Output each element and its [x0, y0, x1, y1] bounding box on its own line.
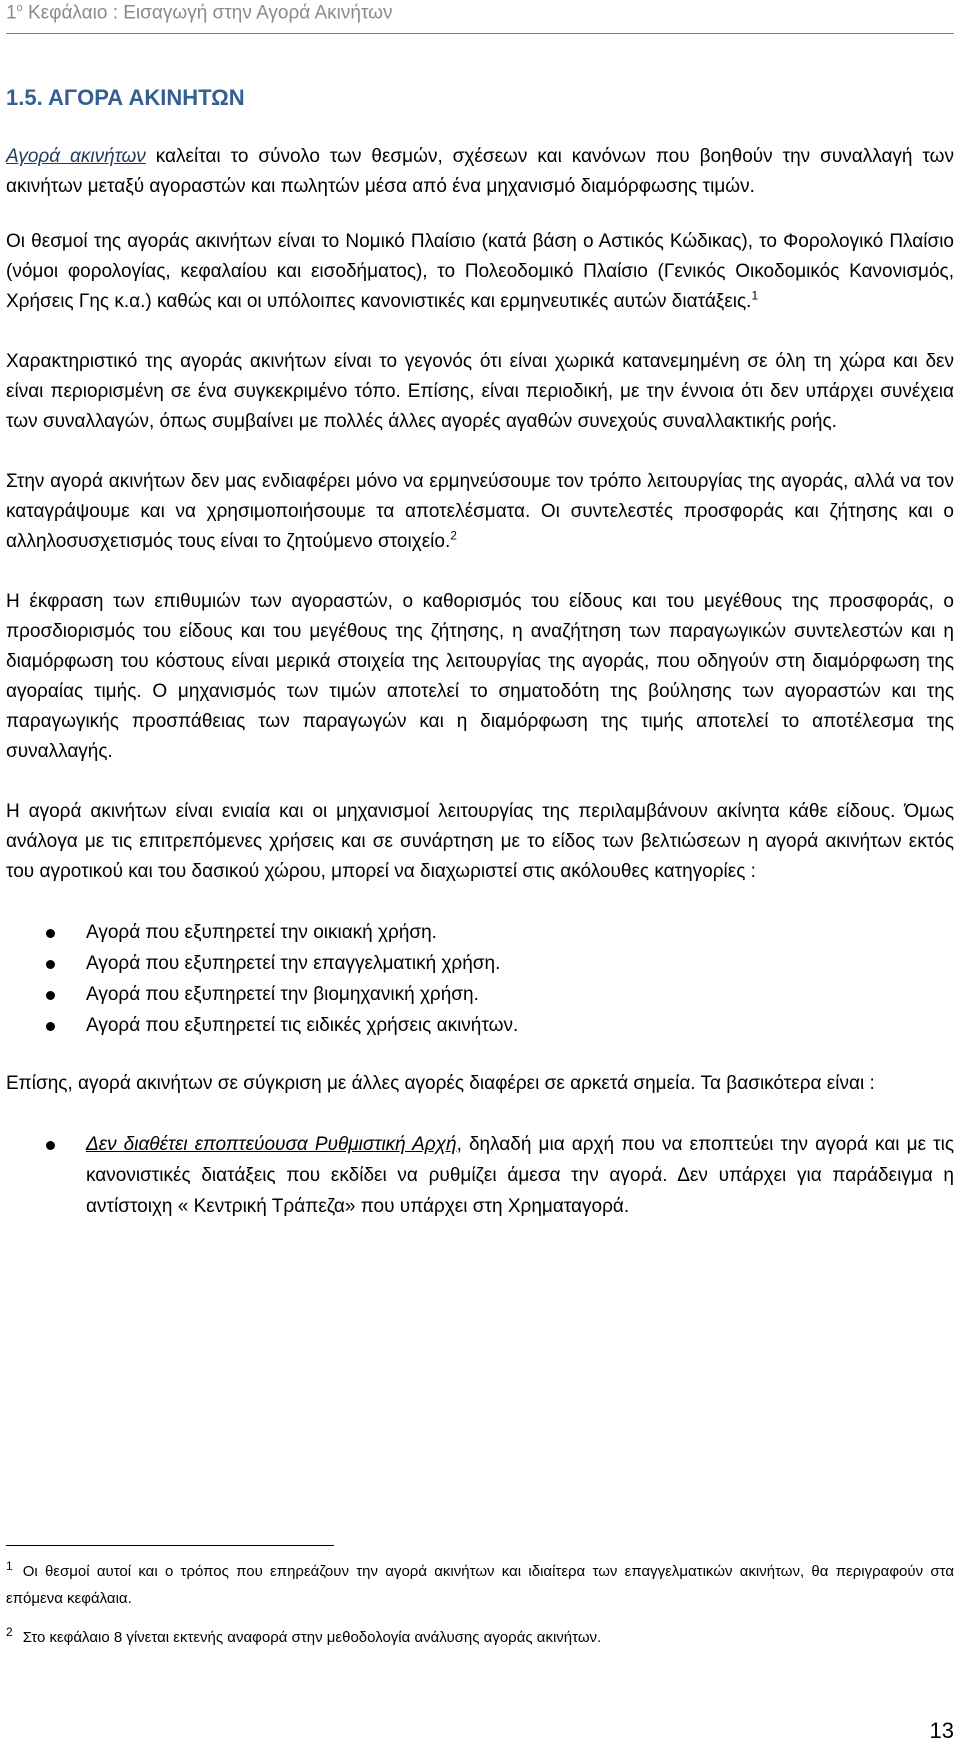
list-item: [6, 1010, 954, 1041]
footnote-text: Οι θεσμοί αυτοί και ο τρόπος που επηρεάζουν την αγορά ακινήτων και ιδιαίτερα των επαγγελματικών ακινήτων, θα περιγραφούν στα επόμενα κεφάλαια.: [6, 1563, 954, 1607]
paragraph-definition-text: καλείται το σύνολο των θεσμών, σχέσεων και κανόνων που βοηθούν την συναλλαγή των ακινήτων μεταξύ αγοραστών και πωλητών μέσα από ένα μηχανισμό διαμόρφωσης τιμών.: [6, 146, 955, 197]
paragraph-institutions: [6, 227, 954, 317]
running-header: [6, 2, 954, 24]
difference-term: Δεν διαθέτει εποπτεύουσα Ρυθμιστική Αρχή: [86, 1134, 457, 1155]
bullet-icon: [46, 991, 55, 1000]
footnote-number: 1: [6, 1559, 13, 1573]
list-item-text: Αγορά που εξυπηρετεί τις ειδικές χρήσεις ακινήτων.: [86, 1015, 519, 1036]
footnote-text: Στο κεφάλαιο 8 γίνεται εκτενής αναφορά στην μεθοδολογία ανάλυσης αγοράς ακινήτων.: [22, 1629, 602, 1646]
bullet-icon: [46, 929, 55, 938]
list-item: [6, 948, 954, 979]
header-chapter-text: Κεφάλαιο : Εισαγωγή στην Αγορά Ακινήτων: [22, 2, 393, 24]
footnote-number: 2: [6, 1625, 13, 1639]
paragraph-market-unity: Η αγορά ακινήτων είναι ενιαία και οι μηχανισμοί λειτουργίας της περιλαμβάνουν ακίνητα κάθε είδους. Όμως ανάλογα με τις επιτρεπόμενες χρήσεις και σε συνάρτηση με το είδος των βελτιώσεων η αγορά ακινήτων εκτός του αγροτικού και του δασικού χώρου, μπορεί να διαχωριστεί στις ακόλουθες κατηγορίες :: [6, 801, 954, 882]
header-chapter-sup: ο: [16, 2, 23, 14]
paragraph-characteristics: Χαρακτηριστικό της αγοράς ακινήτων είναι το γεγονός ότι είναι χωρικά κατανεμημένη σε όλη τη χώρα και δεν είναι περιορισμένη σε ένα συγκεκριμένο τόπο. Επίσης, είναι περιοδική, με την έννοια ότι δεν υπάρχει συνέχεια των συναλλαγών, όπως συμβαίνει με πολλές άλλες αγορές αγαθών συνεχούς συναλλακτικής ροής.: [6, 351, 954, 432]
paragraph-definition: [6, 142, 954, 202]
bullet-icon: [46, 1141, 55, 1150]
list-item-text: Αγορά που εξυπηρετεί την βιομηχανική χρήση.: [86, 984, 479, 1005]
footnotes: [6, 1558, 954, 1663]
page-number: 13: [929, 1718, 954, 1743]
header-divider: [6, 33, 954, 34]
list-item: [6, 917, 954, 948]
bullet-icon: [46, 1022, 55, 1031]
difference-text: , δηλαδή μια αρχή που να εποπτεύει την αγορά και με τις κανονιστικές διατάξεις που εκδίδει να ρυθμίζει άμεσα την αγορά. Δεν υπάρχει για παράδειγμα η αντίστοιχη « Κεντρική Τράπεζα» που υπάρχει στη Χρηματαγορά.: [86, 1134, 955, 1217]
categories-list: [6, 917, 954, 1041]
list-item-text: Αγορά που εξυπηρετεί την επαγγελματική χρήση.: [86, 953, 501, 974]
list-item-text: Αγορά που εξυπηρετεί την οικιακή χρήση.: [86, 922, 437, 943]
footnote-ref-2: 2: [450, 528, 457, 543]
paragraph-differences-intro: Επίσης, αγορά ακινήτων σε σύγκριση με άλλες αγορές διαφέρει σε αρκετά σημεία. Τα βασικότερα είναι :: [6, 1073, 875, 1094]
list-item: [6, 1129, 954, 1222]
section-title: 1.5. ΑΓΟΡΑ ΑΚΙΝΗΤΩΝ: [6, 85, 245, 110]
paragraph-supply-demand-text: Στην αγορά ακινήτων δεν μας ενδιαφέρει μόνο να ερμηνεύσουμε τον τρόπο λειτουργίας της αγοράς, αλλά να τον καταγράψουμε και να χρησιμοποιήσουμε τα αποτελέσματα. Οι συντελεστές προσφοράς και ζήτησης και ο αλληλοσυσχετισμός τους είναι το ζητούμενο στοιχείο.: [6, 471, 954, 552]
paragraph-price-mechanism: Η έκφραση των επιθυμιών των αγοραστών, ο καθορισμός του είδους και του μεγέθους της προσφοράς, ο προσδιορισμός του είδους και του μεγέθους της ζήτησης, η αναζήτηση των παραγωγικών συντελεστών και η διαμόρφωση του κόστους είναι μερικά στοιχεία της λειτουργίας της αγοράς, που οδηγούν στη διαμόρφωση της αγοραίας τιμής. Ο μηχανισμός των τιμών αποτελεί το σηματοδότη της βούλησης των αγοραστών και της παραγωγικής προσπάθειας των παραγωγών και η διαμόρφωση της τιμής αποτελεί το αποτέλεσμα της συναλλαγής.: [6, 591, 954, 762]
differences-list: [6, 1129, 954, 1222]
footnote: [6, 1558, 954, 1612]
header-chapter-number: 1: [6, 2, 17, 24]
page-body: [6, 84, 954, 1250]
bullet-icon: [46, 960, 55, 969]
footnote: [6, 1624, 954, 1651]
paragraph-supply-demand: [6, 467, 954, 557]
footnote-divider: [6, 1545, 334, 1546]
list-item: [6, 979, 954, 1010]
footnote-ref-1: 1: [751, 288, 759, 303]
defined-term: Αγορά ακινήτων: [6, 146, 146, 167]
paragraph-institutions-text: Οι θεσμοί της αγοράς ακινήτων είναι το Νομικό Πλαίσιο (κατά βάση ο Αστικός Κώδικας), το Φορολογικό Πλαίσιο (νόμοι φορολογίας, κεφαλαίου και εισοδήματος), το Πολεοδομικό Πλαίσιο (Γενικός Οικοδομικός Κανονισμός, Χρήσεις Γης κ.α.) καθώς και οι υπόλοιπες κανονιστικές και ερμηνευτικές αυτών διατάξεις.: [6, 231, 954, 312]
